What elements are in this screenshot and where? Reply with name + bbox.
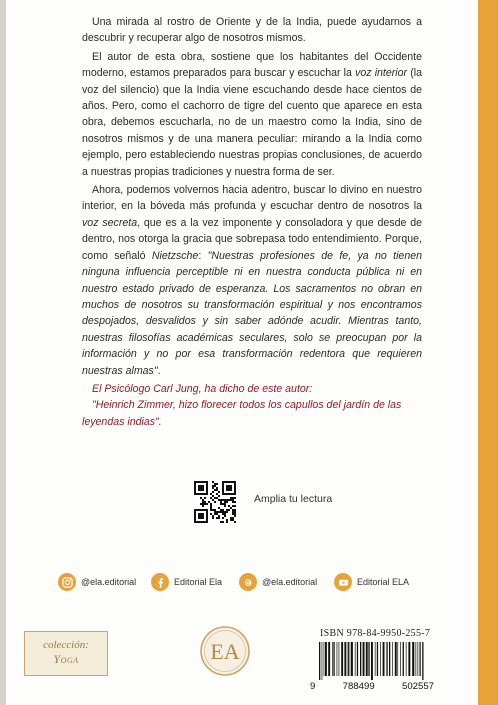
quote-text: "Heinrich Zimmer, hizo florecer todos los capullos del jardín de las leyendas indias".	[82, 399, 402, 428]
synopsis-paragraph	[82, 49, 422, 180]
social-label: @ela.editorial	[262, 577, 318, 587]
collection-badge	[24, 631, 108, 676]
collection-name: Yoga	[53, 652, 79, 666]
text-run: Ahora, podemos volvernos hacia adentro, buscar lo divino en nuestro interior, en la bóveda más profunda y escuchar dentro de nosotros la	[82, 184, 422, 213]
synopsis-paragraph	[82, 14, 422, 47]
qr-code[interactable]	[194, 481, 236, 523]
social-label: Editorial ELA	[357, 577, 410, 587]
italic-run: voz interior	[355, 67, 408, 80]
social-label: @ela.editorial	[81, 577, 137, 587]
text-run: .	[157, 364, 161, 377]
social-youtube[interactable]	[334, 571, 409, 593]
text-run: (la voz del silencio) que la India viene escuchando desde hace cientos de años. Pero, como el cachorro de tigre del cuento que aparece en esta obra, debemos escucharla, no de un maestro como la India, sino de nosotros mismos y de una manera peculiar: mirando a la India como ejemplo, pero estableciendo nuestras propias conclusiones, de acuerdo a nuestras propias tradiciones y nuestra forma de ser.	[82, 67, 422, 178]
youtube-icon	[334, 573, 352, 591]
barcode-digits	[310, 681, 434, 692]
qr-label: Amplia tu lectura	[254, 493, 333, 505]
barcode-digit-group: 788499	[342, 681, 375, 692]
publisher-logo	[199, 625, 251, 677]
barcode-digit-lead: 9	[310, 681, 316, 692]
text-run: :	[198, 249, 208, 262]
jung-quote	[82, 381, 422, 430]
spine-edge-strip	[478, 0, 498, 705]
instagram-icon	[58, 573, 76, 591]
social-threads[interactable]	[239, 571, 317, 593]
text-run: , que es a la vez imponente y consoladora y que desde de dentro, nos otorga la gracia que sobrepasa todo entendimiento. Porque, como señaló	[82, 216, 422, 262]
text-run: El autor de esta obra, sostiene que los habitantes del Occidente moderno, estamos preparados para buscar y escuchar la	[82, 50, 422, 80]
social-instagram[interactable]	[58, 571, 136, 593]
quote-attribution: El Psicólogo Carl Jung, ha dicho de este autor:	[92, 383, 313, 395]
threads-icon	[239, 573, 257, 591]
social-label: Editorial Ela	[174, 577, 223, 587]
logo-monogram: EA	[210, 639, 240, 664]
facebook-icon	[151, 573, 169, 591]
italic-run: "Nuestras profesiones de fe, ya no tienen ninguna influencia perceptible ni en nuestra conducta pública ni en nuestro estado privado de esperanza. Los sacramentos no obran en muchos de nosotros su transformación espiritual y nos encontramos despojados, desvalidos y sin saber adónde acudir. Mientras tanto, nuestras filosofías académicas seculares, solo se preocupan por la información y no por esa transformación redentora que requieren nuestras almas"	[82, 249, 422, 377]
social-facebook[interactable]	[151, 571, 222, 593]
isbn-text: ISBN 978-84-9950-255-7	[320, 628, 431, 639]
italic-run: Nietzsche	[151, 249, 199, 262]
isbn-barcode	[318, 642, 426, 680]
barcode-digit-group: 502557	[401, 681, 434, 692]
italic-run: voz secreta	[82, 216, 138, 229]
collection-label: colección:	[43, 639, 89, 651]
synopsis-paragraph	[82, 182, 422, 379]
text-run: Una mirada al rostro de Oriente y de la India, puede ayudarnos a descubrir y recuperar algo de nosotros mismos.	[82, 16, 422, 45]
synopsis	[82, 14, 422, 379]
